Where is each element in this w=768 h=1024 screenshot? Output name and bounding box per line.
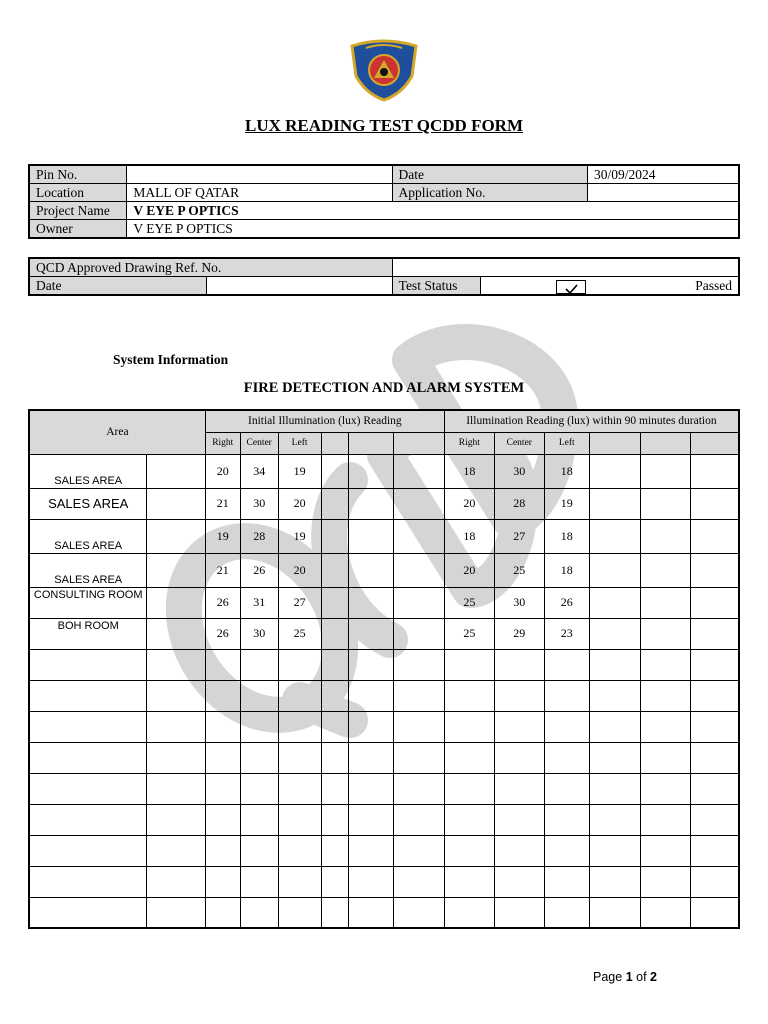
within-90-min-header: Illumination Reading (lux) within 90 minutes duration [444, 410, 739, 432]
area-sub-cell[interactable] [147, 519, 205, 553]
within-extra-cell[interactable] [691, 897, 739, 928]
initial-reading-cell[interactable] [205, 866, 240, 897]
initial-extra-cell[interactable] [349, 680, 394, 711]
init-extra-header [349, 432, 394, 454]
initial-reading-cell[interactable] [278, 866, 321, 897]
area-cell[interactable] [29, 835, 147, 866]
within-extra-cell[interactable] [640, 773, 691, 804]
initial-reading-cell[interactable]: 31 [240, 587, 278, 618]
initial-reading-cell[interactable] [278, 835, 321, 866]
within-reading-cell[interactable]: 30 [494, 587, 544, 618]
initial-reading-cell[interactable]: 27 [278, 587, 321, 618]
within-center-header: Center [494, 432, 544, 454]
initial-extra-cell[interactable] [321, 519, 349, 553]
initial-extra-cell[interactable] [349, 835, 394, 866]
within-extra-cell[interactable] [691, 866, 739, 897]
initial-extra-cell[interactable] [349, 488, 394, 519]
test-status-label: Test Status [392, 277, 480, 296]
initial-extra-cell[interactable] [394, 618, 445, 649]
within-reading-cell[interactable]: 18 [444, 519, 494, 553]
initial-reading-cell[interactable] [278, 680, 321, 711]
within-extra-cell[interactable] [640, 454, 691, 488]
initial-extra-cell[interactable] [321, 711, 349, 742]
table-row [29, 866, 739, 897]
pin-label: Pin No. [29, 165, 127, 184]
within-reading-cell[interactable]: 19 [544, 488, 589, 519]
table-row [29, 649, 739, 680]
initial-extra-cell[interactable] [321, 454, 349, 488]
initial-extra-cell[interactable] [321, 618, 349, 649]
drawing-ref-value[interactable] [392, 258, 739, 277]
within-reading-cell[interactable] [494, 680, 544, 711]
system-info-label: System Information [113, 352, 229, 367]
initial-reading-cell[interactable]: 19 [205, 519, 240, 553]
within-reading-cell[interactable]: 25 [494, 553, 544, 587]
area-sub-cell[interactable] [147, 804, 205, 835]
table-row [29, 711, 739, 742]
project-info-table [28, 164, 740, 239]
area-cell[interactable] [29, 866, 147, 897]
initial-reading-cell[interactable] [278, 897, 321, 928]
init-extra-header [321, 432, 349, 454]
table-row [29, 488, 739, 519]
within-extra-cell[interactable] [589, 897, 640, 928]
initial-reading-cell[interactable]: 21 [205, 488, 240, 519]
within-extra-cell[interactable] [589, 618, 640, 649]
area-cell[interactable]: BOH ROOM [29, 618, 147, 649]
initial-extra-cell[interactable] [321, 742, 349, 773]
table-row [29, 618, 739, 649]
initial-extra-cell[interactable] [321, 804, 349, 835]
area-cell[interactable] [29, 680, 147, 711]
within-extra-cell[interactable] [640, 488, 691, 519]
initial-reading-cell[interactable] [240, 711, 278, 742]
initial-extra-cell[interactable] [394, 742, 445, 773]
initial-extra-cell[interactable] [394, 553, 445, 587]
within-extra-cell[interactable] [640, 711, 691, 742]
initial-extra-cell[interactable] [349, 897, 394, 928]
initial-reading-cell[interactable] [278, 649, 321, 680]
within-extra-cell[interactable] [640, 587, 691, 618]
within-reading-cell[interactable]: 18 [544, 519, 589, 553]
initial-extra-cell[interactable] [349, 649, 394, 680]
area-cell[interactable]: SALES AREA [29, 553, 147, 587]
initial-extra-cell[interactable] [349, 866, 394, 897]
within-reading-cell[interactable] [444, 773, 494, 804]
area-sub-cell[interactable] [147, 649, 205, 680]
initial-reading-cell[interactable] [278, 742, 321, 773]
area-sub-cell[interactable] [147, 711, 205, 742]
within-left-header: Left [544, 432, 589, 454]
initial-reading-cell[interactable] [278, 804, 321, 835]
initial-extra-cell[interactable] [349, 773, 394, 804]
within-reading-cell[interactable] [544, 649, 589, 680]
initial-extra-cell[interactable] [349, 711, 394, 742]
within-extra-cell[interactable] [640, 897, 691, 928]
passed-checkbox[interactable] [556, 280, 586, 294]
initial-extra-cell[interactable] [394, 587, 445, 618]
within-extra-cell[interactable] [691, 488, 739, 519]
initial-reading-cell[interactable] [205, 711, 240, 742]
initial-reading-cell[interactable] [240, 649, 278, 680]
within-extra-cell[interactable] [640, 804, 691, 835]
application-value[interactable] [587, 184, 739, 202]
area-sub-cell[interactable] [147, 835, 205, 866]
table-row [29, 587, 739, 618]
owner-label: Owner [29, 220, 127, 239]
within-extra-cell[interactable] [589, 488, 640, 519]
area-sub-cell[interactable] [147, 866, 205, 897]
init-extra-header [394, 432, 445, 454]
within-reading-cell[interactable] [544, 773, 589, 804]
area-cell[interactable] [29, 742, 147, 773]
within-extra-cell[interactable] [691, 773, 739, 804]
initial-extra-cell[interactable] [394, 680, 445, 711]
area-sub-cell[interactable] [147, 897, 205, 928]
initial-extra-cell[interactable] [394, 649, 445, 680]
within-right-header: Right [444, 432, 494, 454]
within-extra-cell[interactable] [691, 711, 739, 742]
initial-extra-cell[interactable] [349, 742, 394, 773]
initial-extra-cell[interactable] [321, 773, 349, 804]
within-extra-cell[interactable] [640, 742, 691, 773]
qcdd-logo-emblem [346, 36, 422, 102]
area-cell[interactable] [29, 649, 147, 680]
initial-extra-cell[interactable] [321, 488, 349, 519]
drawing-date-label: Date [29, 277, 207, 296]
initial-extra-cell[interactable] [321, 866, 349, 897]
within-reading-cell[interactable] [494, 773, 544, 804]
date-value[interactable]: 30/09/2024 [587, 165, 739, 184]
initial-reading-cell[interactable]: 30 [240, 618, 278, 649]
test-status-cell [480, 277, 739, 296]
initial-extra-cell[interactable] [349, 553, 394, 587]
project-name-value[interactable]: V EYE P OPTICS [127, 202, 739, 220]
within-reading-cell[interactable] [444, 866, 494, 897]
initial-reading-cell[interactable] [240, 773, 278, 804]
initial-reading-cell[interactable]: 28 [240, 519, 278, 553]
within-extra-cell[interactable] [691, 804, 739, 835]
within-reading-cell[interactable] [544, 680, 589, 711]
table-row [29, 742, 739, 773]
within-extra-cell[interactable] [640, 649, 691, 680]
initial-reading-cell[interactable]: 30 [240, 488, 278, 519]
drawing-ref-table [28, 257, 740, 296]
area-header: Area [29, 410, 205, 454]
initial-reading-cell[interactable] [240, 835, 278, 866]
area-sub-cell[interactable] [147, 680, 205, 711]
within-reading-cell[interactable] [544, 742, 589, 773]
within-extra-cell[interactable] [640, 835, 691, 866]
initial-reading-cell[interactable] [205, 897, 240, 928]
initial-extra-cell[interactable] [321, 553, 349, 587]
within-extra-cell[interactable] [640, 618, 691, 649]
system-title: FIRE DETECTION AND ALARM SYSTEM [243, 380, 525, 396]
within-extra-cell[interactable] [589, 866, 640, 897]
within-reading-cell[interactable] [494, 804, 544, 835]
within-reading-cell[interactable]: 18 [444, 454, 494, 488]
within-reading-cell[interactable]: 20 [444, 553, 494, 587]
within-extra-cell[interactable] [691, 519, 739, 553]
within-reading-cell[interactable]: 25 [444, 587, 494, 618]
within-extra-cell[interactable] [640, 519, 691, 553]
lux-readings-table [28, 409, 740, 929]
checkmark-icon [557, 282, 585, 294]
within-reading-cell[interactable] [494, 866, 544, 897]
within-reading-cell[interactable]: 26 [544, 587, 589, 618]
within-reading-cell[interactable]: 28 [494, 488, 544, 519]
area-cell[interactable] [29, 897, 147, 928]
area-cell[interactable]: SALES AREA [29, 454, 147, 488]
project-name-label: Project Name [29, 202, 127, 220]
initial-reading-cell[interactable]: 34 [240, 454, 278, 488]
within-reading-cell[interactable]: 23 [544, 618, 589, 649]
within-extra-cell[interactable] [589, 773, 640, 804]
drawing-date-value[interactable] [207, 277, 393, 296]
within-extra-header [640, 432, 691, 454]
form-title: LUX READING TEST QCDD FORM [244, 116, 524, 135]
area-sub-cell[interactable] [147, 587, 205, 618]
within-reading-cell[interactable] [494, 742, 544, 773]
within-reading-cell[interactable] [494, 897, 544, 928]
initial-reading-cell[interactable] [205, 773, 240, 804]
within-reading-cell[interactable] [494, 711, 544, 742]
location-value[interactable]: MALL OF QATAR [127, 184, 392, 202]
initial-extra-cell[interactable] [349, 587, 394, 618]
table-row [29, 680, 739, 711]
table-row [29, 553, 739, 587]
initial-extra-cell[interactable] [321, 835, 349, 866]
initial-reading-cell[interactable]: 26 [205, 587, 240, 618]
within-extra-cell[interactable] [691, 618, 739, 649]
initial-extra-cell[interactable] [394, 773, 445, 804]
initial-reading-cell[interactable] [205, 804, 240, 835]
within-reading-cell[interactable]: 18 [544, 553, 589, 587]
within-extra-cell[interactable] [589, 553, 640, 587]
within-reading-cell[interactable]: 29 [494, 618, 544, 649]
initial-extra-cell[interactable] [394, 488, 445, 519]
owner-value[interactable]: V EYE P OPTICS [127, 220, 739, 239]
initial-reading-cell[interactable] [240, 804, 278, 835]
initial-reading-cell[interactable] [205, 742, 240, 773]
initial-extra-cell[interactable] [394, 454, 445, 488]
initial-extra-cell[interactable] [394, 866, 445, 897]
within-reading-cell[interactable] [544, 866, 589, 897]
initial-extra-cell[interactable] [394, 897, 445, 928]
initial-extra-cell[interactable] [349, 519, 394, 553]
initial-reading-cell[interactable] [240, 742, 278, 773]
page-number: Page 1 of 2 [593, 970, 657, 984]
initial-reading-header: Initial Illumination (lux) Reading [205, 410, 444, 432]
within-reading-cell[interactable] [494, 835, 544, 866]
within-extra-cell[interactable] [691, 742, 739, 773]
initial-extra-cell[interactable] [349, 618, 394, 649]
within-extra-header [691, 432, 739, 454]
area-sub-cell[interactable] [147, 553, 205, 587]
initial-reading-cell[interactable]: 20 [278, 553, 321, 587]
initial-reading-cell[interactable] [205, 680, 240, 711]
area-sub-cell[interactable] [147, 454, 205, 488]
initial-extra-cell[interactable] [321, 649, 349, 680]
within-extra-cell[interactable] [691, 680, 739, 711]
initial-reading-cell[interactable] [278, 711, 321, 742]
date-label: Date [392, 165, 587, 184]
application-label: Application No. [392, 184, 587, 202]
within-reading-cell[interactable] [444, 835, 494, 866]
within-reading-cell[interactable]: 30 [494, 454, 544, 488]
initial-reading-cell[interactable]: 26 [205, 618, 240, 649]
initial-extra-cell[interactable] [349, 804, 394, 835]
initial-extra-cell[interactable] [394, 835, 445, 866]
initial-extra-cell[interactable] [349, 454, 394, 488]
area-cell[interactable]: SALES AREA [29, 519, 147, 553]
within-reading-cell[interactable] [444, 680, 494, 711]
table-row [29, 519, 739, 553]
table-row [29, 454, 739, 488]
initial-reading-cell[interactable]: 19 [278, 519, 321, 553]
within-reading-cell[interactable]: 27 [494, 519, 544, 553]
initial-reading-cell[interactable] [240, 866, 278, 897]
table-row [29, 897, 739, 928]
initial-extra-cell[interactable] [321, 897, 349, 928]
within-reading-cell[interactable] [444, 804, 494, 835]
test-status-value: Passed [695, 278, 732, 293]
within-reading-cell[interactable] [544, 711, 589, 742]
table-row [29, 835, 739, 866]
within-reading-cell[interactable]: 18 [544, 454, 589, 488]
within-reading-cell[interactable] [444, 897, 494, 928]
area-cell[interactable]: SALES AREA [29, 488, 147, 519]
within-extra-cell[interactable] [640, 553, 691, 587]
within-extra-cell[interactable] [691, 454, 739, 488]
within-extra-cell[interactable] [589, 835, 640, 866]
within-extra-cell[interactable] [691, 835, 739, 866]
pin-value[interactable] [127, 165, 392, 184]
area-cell[interactable] [29, 711, 147, 742]
within-reading-cell[interactable]: 20 [444, 488, 494, 519]
init-center-header: Center [240, 432, 278, 454]
initial-reading-cell[interactable]: 21 [205, 553, 240, 587]
within-extra-cell[interactable] [589, 649, 640, 680]
initial-reading-cell[interactable]: 25 [278, 618, 321, 649]
initial-reading-cell[interactable] [240, 680, 278, 711]
init-right-header: Right [205, 432, 240, 454]
initial-reading-cell[interactable]: 19 [278, 454, 321, 488]
drawing-ref-label: QCD Approved Drawing Ref. No. [29, 258, 392, 277]
within-extra-cell[interactable] [589, 680, 640, 711]
within-extra-cell[interactable] [589, 742, 640, 773]
within-extra-cell[interactable] [589, 519, 640, 553]
initial-reading-cell[interactable] [205, 835, 240, 866]
within-extra-cell[interactable] [691, 553, 739, 587]
init-left-header: Left [278, 432, 321, 454]
initial-extra-cell[interactable] [394, 711, 445, 742]
initial-reading-cell[interactable]: 20 [278, 488, 321, 519]
initial-extra-cell[interactable] [394, 519, 445, 553]
area-cell[interactable]: CONSULTING ROOM [29, 587, 147, 618]
within-reading-cell[interactable] [444, 649, 494, 680]
initial-reading-cell[interactable]: 26 [240, 553, 278, 587]
within-reading-cell[interactable] [544, 897, 589, 928]
within-extra-cell[interactable] [589, 454, 640, 488]
within-reading-cell[interactable] [444, 742, 494, 773]
initial-extra-cell[interactable] [321, 680, 349, 711]
initial-extra-cell[interactable] [321, 587, 349, 618]
within-extra-cell[interactable] [589, 587, 640, 618]
initial-extra-cell[interactable] [394, 804, 445, 835]
within-extra-cell[interactable] [589, 804, 640, 835]
area-cell[interactable] [29, 804, 147, 835]
area-sub-cell[interactable] [147, 618, 205, 649]
table-row [29, 804, 739, 835]
within-extra-cell[interactable] [589, 711, 640, 742]
within-extra-cell[interactable] [691, 649, 739, 680]
area-sub-cell[interactable] [147, 742, 205, 773]
area-sub-cell[interactable] [147, 773, 205, 804]
initial-reading-cell[interactable] [205, 649, 240, 680]
within-extra-cell[interactable] [640, 866, 691, 897]
within-reading-cell[interactable]: 25 [444, 618, 494, 649]
within-reading-cell[interactable] [494, 649, 544, 680]
table-row [29, 773, 739, 804]
area-sub-cell[interactable] [147, 488, 205, 519]
initial-reading-cell[interactable] [240, 897, 278, 928]
within-reading-cell[interactable] [544, 835, 589, 866]
initial-reading-cell[interactable] [278, 773, 321, 804]
location-label: Location [29, 184, 127, 202]
within-reading-cell[interactable] [444, 711, 494, 742]
initial-reading-cell[interactable]: 20 [205, 454, 240, 488]
within-reading-cell[interactable] [544, 804, 589, 835]
within-extra-cell[interactable] [691, 587, 739, 618]
area-cell[interactable] [29, 773, 147, 804]
within-extra-cell[interactable] [640, 680, 691, 711]
within-extra-header [589, 432, 640, 454]
